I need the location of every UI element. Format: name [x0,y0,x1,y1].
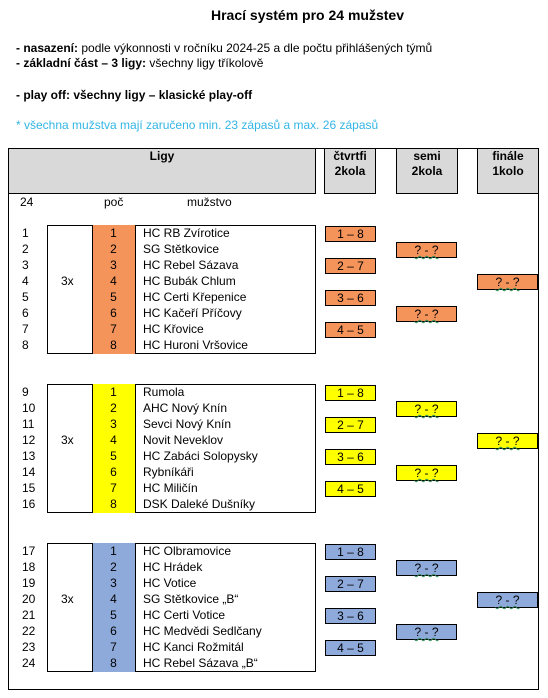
team-name: Rumola [143,385,185,399]
league-seed: 5 [110,449,117,463]
final-pairing [477,433,538,449]
quarterfinal-pairing: 4 – 5 [325,322,376,338]
team-name: HC RB Zvírotice [143,226,230,240]
overall-rank: 20 [22,592,36,606]
quarterfinal-pairing: 2 – 7 [325,258,376,274]
team-name: HC Medvědi Sedlčany [143,624,262,638]
info-text-regular: všechny ligy tříkolově [146,56,264,70]
header-final-line2: 1kolo [492,164,524,178]
league-seed: 2 [110,401,117,415]
overall-rank: 23 [22,640,36,654]
header-quarterfinal [324,148,376,194]
header-qf-line2: 2kola [334,164,366,178]
team-name: HC Olbramovice [143,544,232,558]
page-title: Hrací systém pro 24 mužstev [211,7,404,23]
team-name: Novit Neveklov [143,433,224,447]
team-name: Rybníkáři [143,465,194,479]
header-ligy-label: Ligy [149,149,175,163]
team-name: SG Stětkovice „B“ [143,592,239,606]
overall-rank: 10 [22,401,36,415]
quarterfinal-pairing: 1 – 8 [325,385,376,401]
overall-rank: 13 [22,449,36,463]
overall-rank: 22 [22,624,36,638]
final-pairing-label: ? - ? [495,593,520,607]
info-label-regular: - základní část – 3 ligy: [16,56,147,70]
league-seed: 3 [110,258,117,272]
semifinal-pairing [396,306,457,322]
quarterfinal-pairing: 1 – 8 [325,544,376,560]
round-multiplier: 3x [61,592,74,606]
overall-rank: 12 [22,433,36,447]
final-pairing-label: ? - ? [495,434,520,448]
overall-rank: 14 [22,465,36,479]
team-name: HC Hrádek [143,560,203,574]
league-seed: 2 [110,560,117,574]
header-final-line1: finále [492,149,524,163]
overall-rank: 15 [22,481,36,495]
semifinal-pairing [396,560,457,576]
team-name: HC Miličín [143,481,198,495]
overall-rank: 24 [22,656,36,670]
final-pairing-label: ? - ? [495,275,520,289]
quarterfinal-pairing: 2 – 7 [325,417,376,433]
overall-rank: 7 [22,322,29,336]
league-seed: 7 [110,322,117,336]
overall-rank: 1 [22,226,29,240]
team-name: HC Kačeří Příčovy [143,306,242,320]
quarterfinal-pairing: 3 – 6 [325,449,376,465]
league-seed: 3 [110,576,117,590]
league-seed: 7 [110,640,117,654]
subheader-seed: poč [104,195,124,209]
quarterfinal-pairing: 3 – 6 [325,290,376,306]
league-seed: 6 [110,465,117,479]
league-seed: 4 [110,274,117,288]
overall-rank: 5 [22,290,29,304]
league-seed: 1 [110,226,117,240]
info-line-seeding [16,41,432,55]
league-seed: 1 [110,544,117,558]
team-name: HC Bubák Chlum [143,274,236,288]
league-seed: 5 [110,608,117,622]
semifinal-pairing-label: ? - ? [414,466,439,480]
overall-rank: 9 [22,385,29,399]
header-qf-line1: čtvrtfi [333,149,367,163]
league-seed: 6 [110,306,117,320]
team-name: HC Křovice [143,322,204,336]
header-final [477,148,539,194]
info-line-playoff: - play off: všechny ligy – klasické play-off [16,88,253,102]
league-seed: 4 [110,433,117,447]
semifinal-pairing-label: ? - ? [414,561,439,575]
team-name: HC Zabáci Solopysky [143,449,258,463]
header-ligy [8,148,316,194]
quarterfinal-pairing: 1 – 8 [325,226,376,242]
overall-rank: 18 [22,560,36,574]
semifinal-pairing-label: ? - ? [414,625,439,639]
overall-rank: 2 [22,242,29,256]
league-seed: 6 [110,624,117,638]
league-seed: 3 [110,417,117,431]
semifinal-pairing-label: ? - ? [414,402,439,416]
team-name: HC Certi Votice [143,608,226,622]
guarantee-note: * všechna mužstva mají zaručeno min. 23 zápasů a max. 26 zápasů [16,118,379,132]
league-seed: 2 [110,242,117,256]
semifinal-pairing [396,624,457,640]
team-name: HC Certi Křepenice [143,290,247,304]
team-name: HC Votice [143,576,197,590]
info-line-regular [16,56,263,70]
quarterfinal-pairing: 4 – 5 [325,481,376,497]
overall-rank: 17 [22,544,36,558]
league-seed: 5 [110,290,117,304]
semifinal-pairing [396,401,457,417]
team-count: 24 [20,195,34,209]
info-text-seeding: podle výkonnosti v ročníku 2024-25 a dle počtu přihlášených týmů [78,41,433,55]
round-multiplier: 3x [61,433,74,447]
overall-rank: 8 [22,338,29,352]
overall-rank: 4 [22,274,29,288]
overall-rank: 21 [22,608,36,622]
subheader-team: mužstvo [187,195,232,209]
quarterfinal-pairing: 2 – 7 [325,576,376,592]
league-seed: 4 [110,592,117,606]
semifinal-pairing-label: ? - ? [414,243,439,257]
round-multiplier: 3x [61,274,74,288]
info-label-seeding: - nasazení: [16,41,79,55]
team-name: HC Huroni Vršovice [143,338,248,352]
league-seed: 1 [110,385,117,399]
semifinal-pairing [396,242,457,258]
league-seed: 8 [110,338,117,352]
team-name: DSK Daleké Dušníky [143,497,256,511]
team-name: HC Kanci Rožmitál [143,640,244,654]
header-semifinal [396,148,458,194]
overall-rank: 11 [22,417,35,431]
overall-rank: 3 [22,258,29,272]
overall-rank: 19 [22,576,36,590]
team-name: SG Stětkovice [143,242,220,256]
team-name: HC Rebel Sázava „B“ [143,656,258,670]
final-pairing [477,274,538,290]
team-name: AHC Nový Knín [143,401,228,415]
league-seed: 8 [110,497,117,511]
header-semi-line1: semi [413,149,441,163]
league-seed: 8 [110,656,117,670]
quarterfinal-pairing: 3 – 6 [325,608,376,624]
semifinal-pairing-label: ? - ? [414,307,439,321]
semifinal-pairing [396,465,457,481]
overall-rank: 6 [22,306,29,320]
final-pairing [477,592,538,608]
team-name: HC Rebel Sázava [143,258,239,272]
overall-rank: 16 [22,497,36,511]
header-semi-line2: 2kola [411,164,443,178]
team-name: Sevci Nový Knín [143,417,232,431]
league-seed: 7 [110,481,117,495]
quarterfinal-pairing: 4 – 5 [325,640,376,656]
